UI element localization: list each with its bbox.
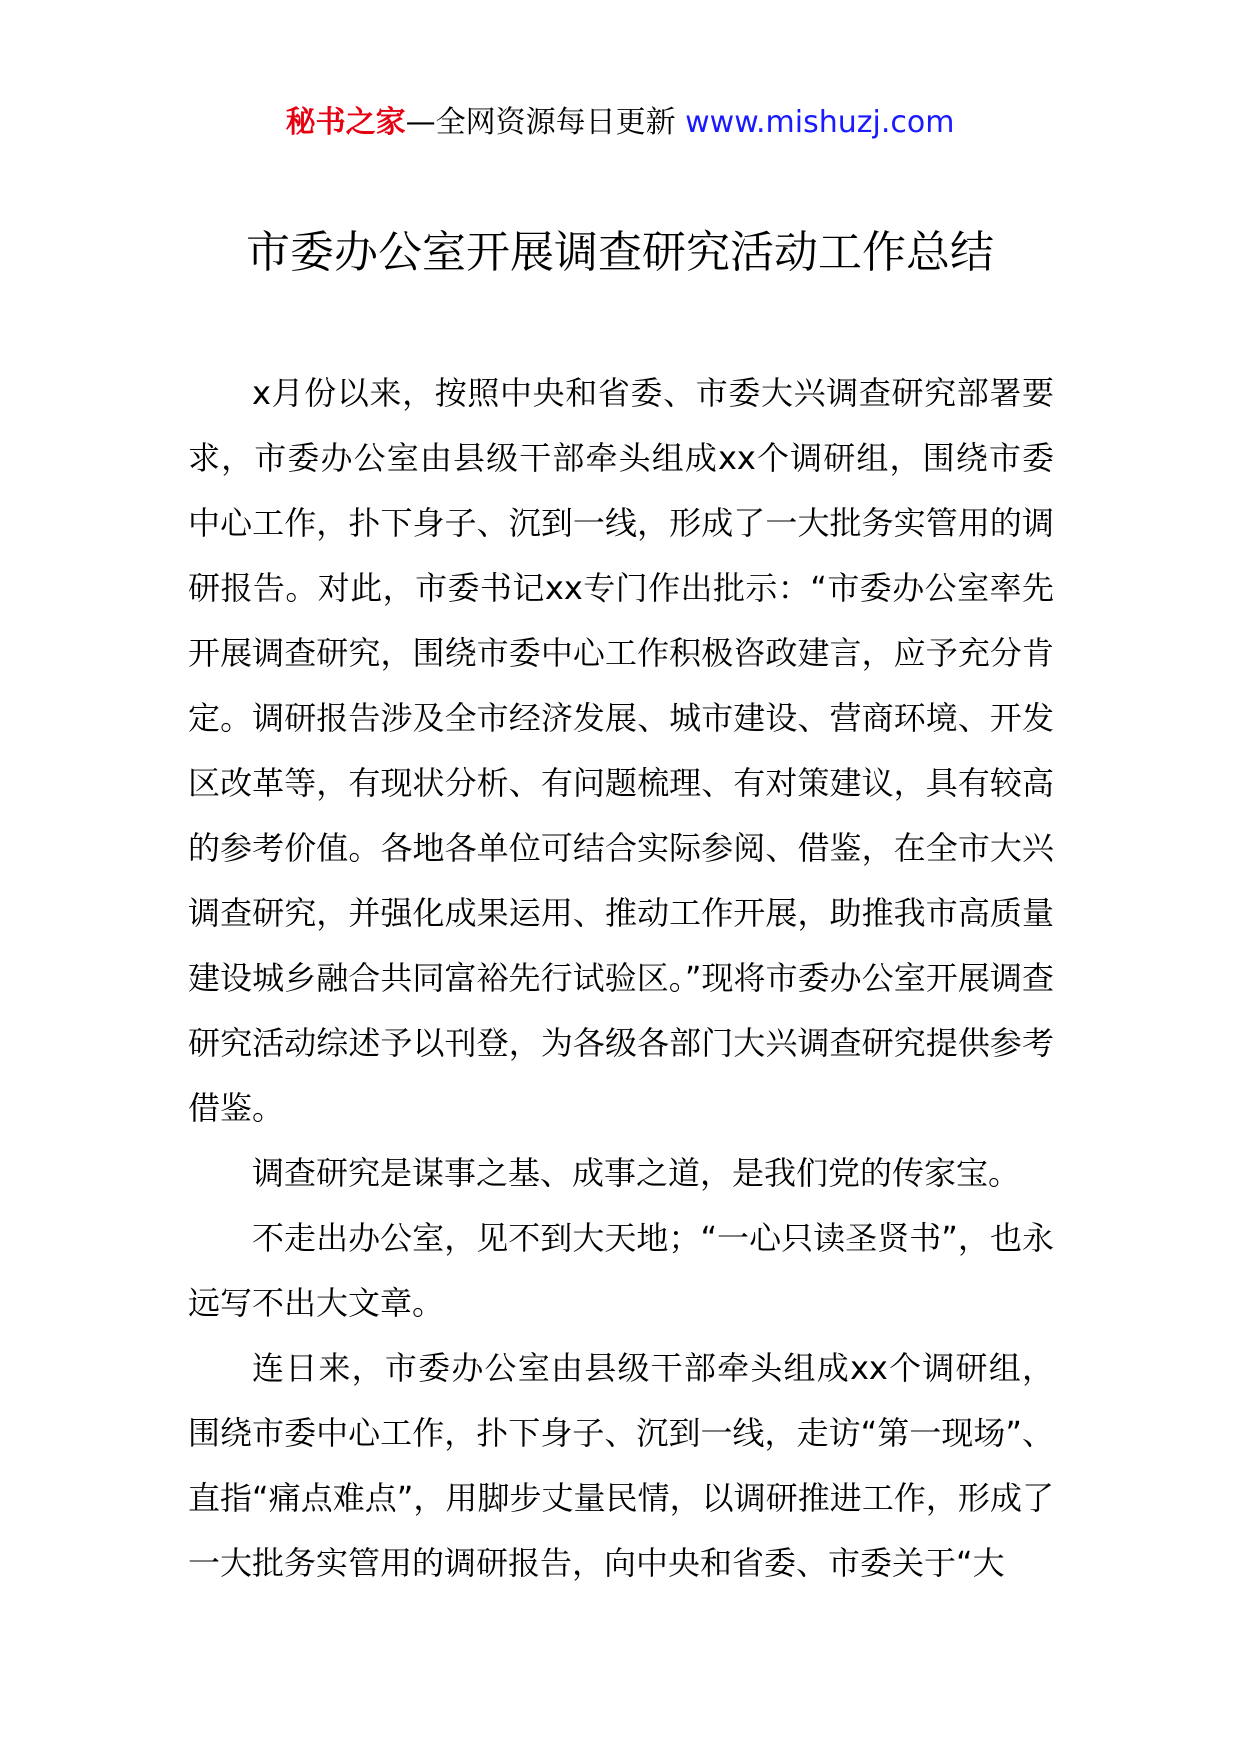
site-header [0, 98, 1240, 148]
document-body [188, 361, 1054, 1596]
site-tagline: —全网资源每日更新 [405, 105, 686, 140]
paragraph: 连日来，市委办公室由县级干部牵头组成xx个调研组，围绕市委中心工作，扑下身子、沉到一线，走访“第一现场”、直指“痛点难点”，用脚步丈量民情，以调研推进工作，形成了一大批务实管用的调研报告，向中央和省委、市委关于“大 [188, 1349, 1054, 1582]
paragraph: x月份以来，按照中央和省委、市委大兴调查研究部署要求，市委办公室由县级干部牵头组成xx个调研组，围绕市委中心工作，扑下身子、沉到一线，形成了一大批务实管用的调研报告。对此，市委书记xx专门作出批示：“市委办公室率先开展调查研究，围绕市委中心工作积极咨政建言，应予充分肯定。调研报告涉及全市经济发展、城市建设、营商环境、开发区改革等，有现状分析、有问题梳理、有对策建议，具有较高的参考价值。各地各单位可结合实际参阅、借鉴，在全市大兴调查研究，并强化成果运用、推动工作开展，助推我市高质量建设城乡融合共同富裕先行试验区。”现将市委办公室开展调查研究活动综述予以刊登，为各级各部门大兴调查研究提供参考借鉴。 [188, 374, 1054, 1127]
site-brand: 秘书之家 [285, 105, 406, 140]
site-url-link[interactable]: www.mishuzj.com [685, 105, 955, 140]
paragraph: 调查研究是谋事之基、成事之道，是我们党的传家宝。 [252, 1154, 1021, 1192]
document-title: 市委办公室开展调查研究活动工作总结 [246, 227, 994, 278]
paragraph: 不走出办公室，见不到大天地；“一心只读圣贤书”，也永远写不出大文章。 [188, 1219, 1054, 1322]
